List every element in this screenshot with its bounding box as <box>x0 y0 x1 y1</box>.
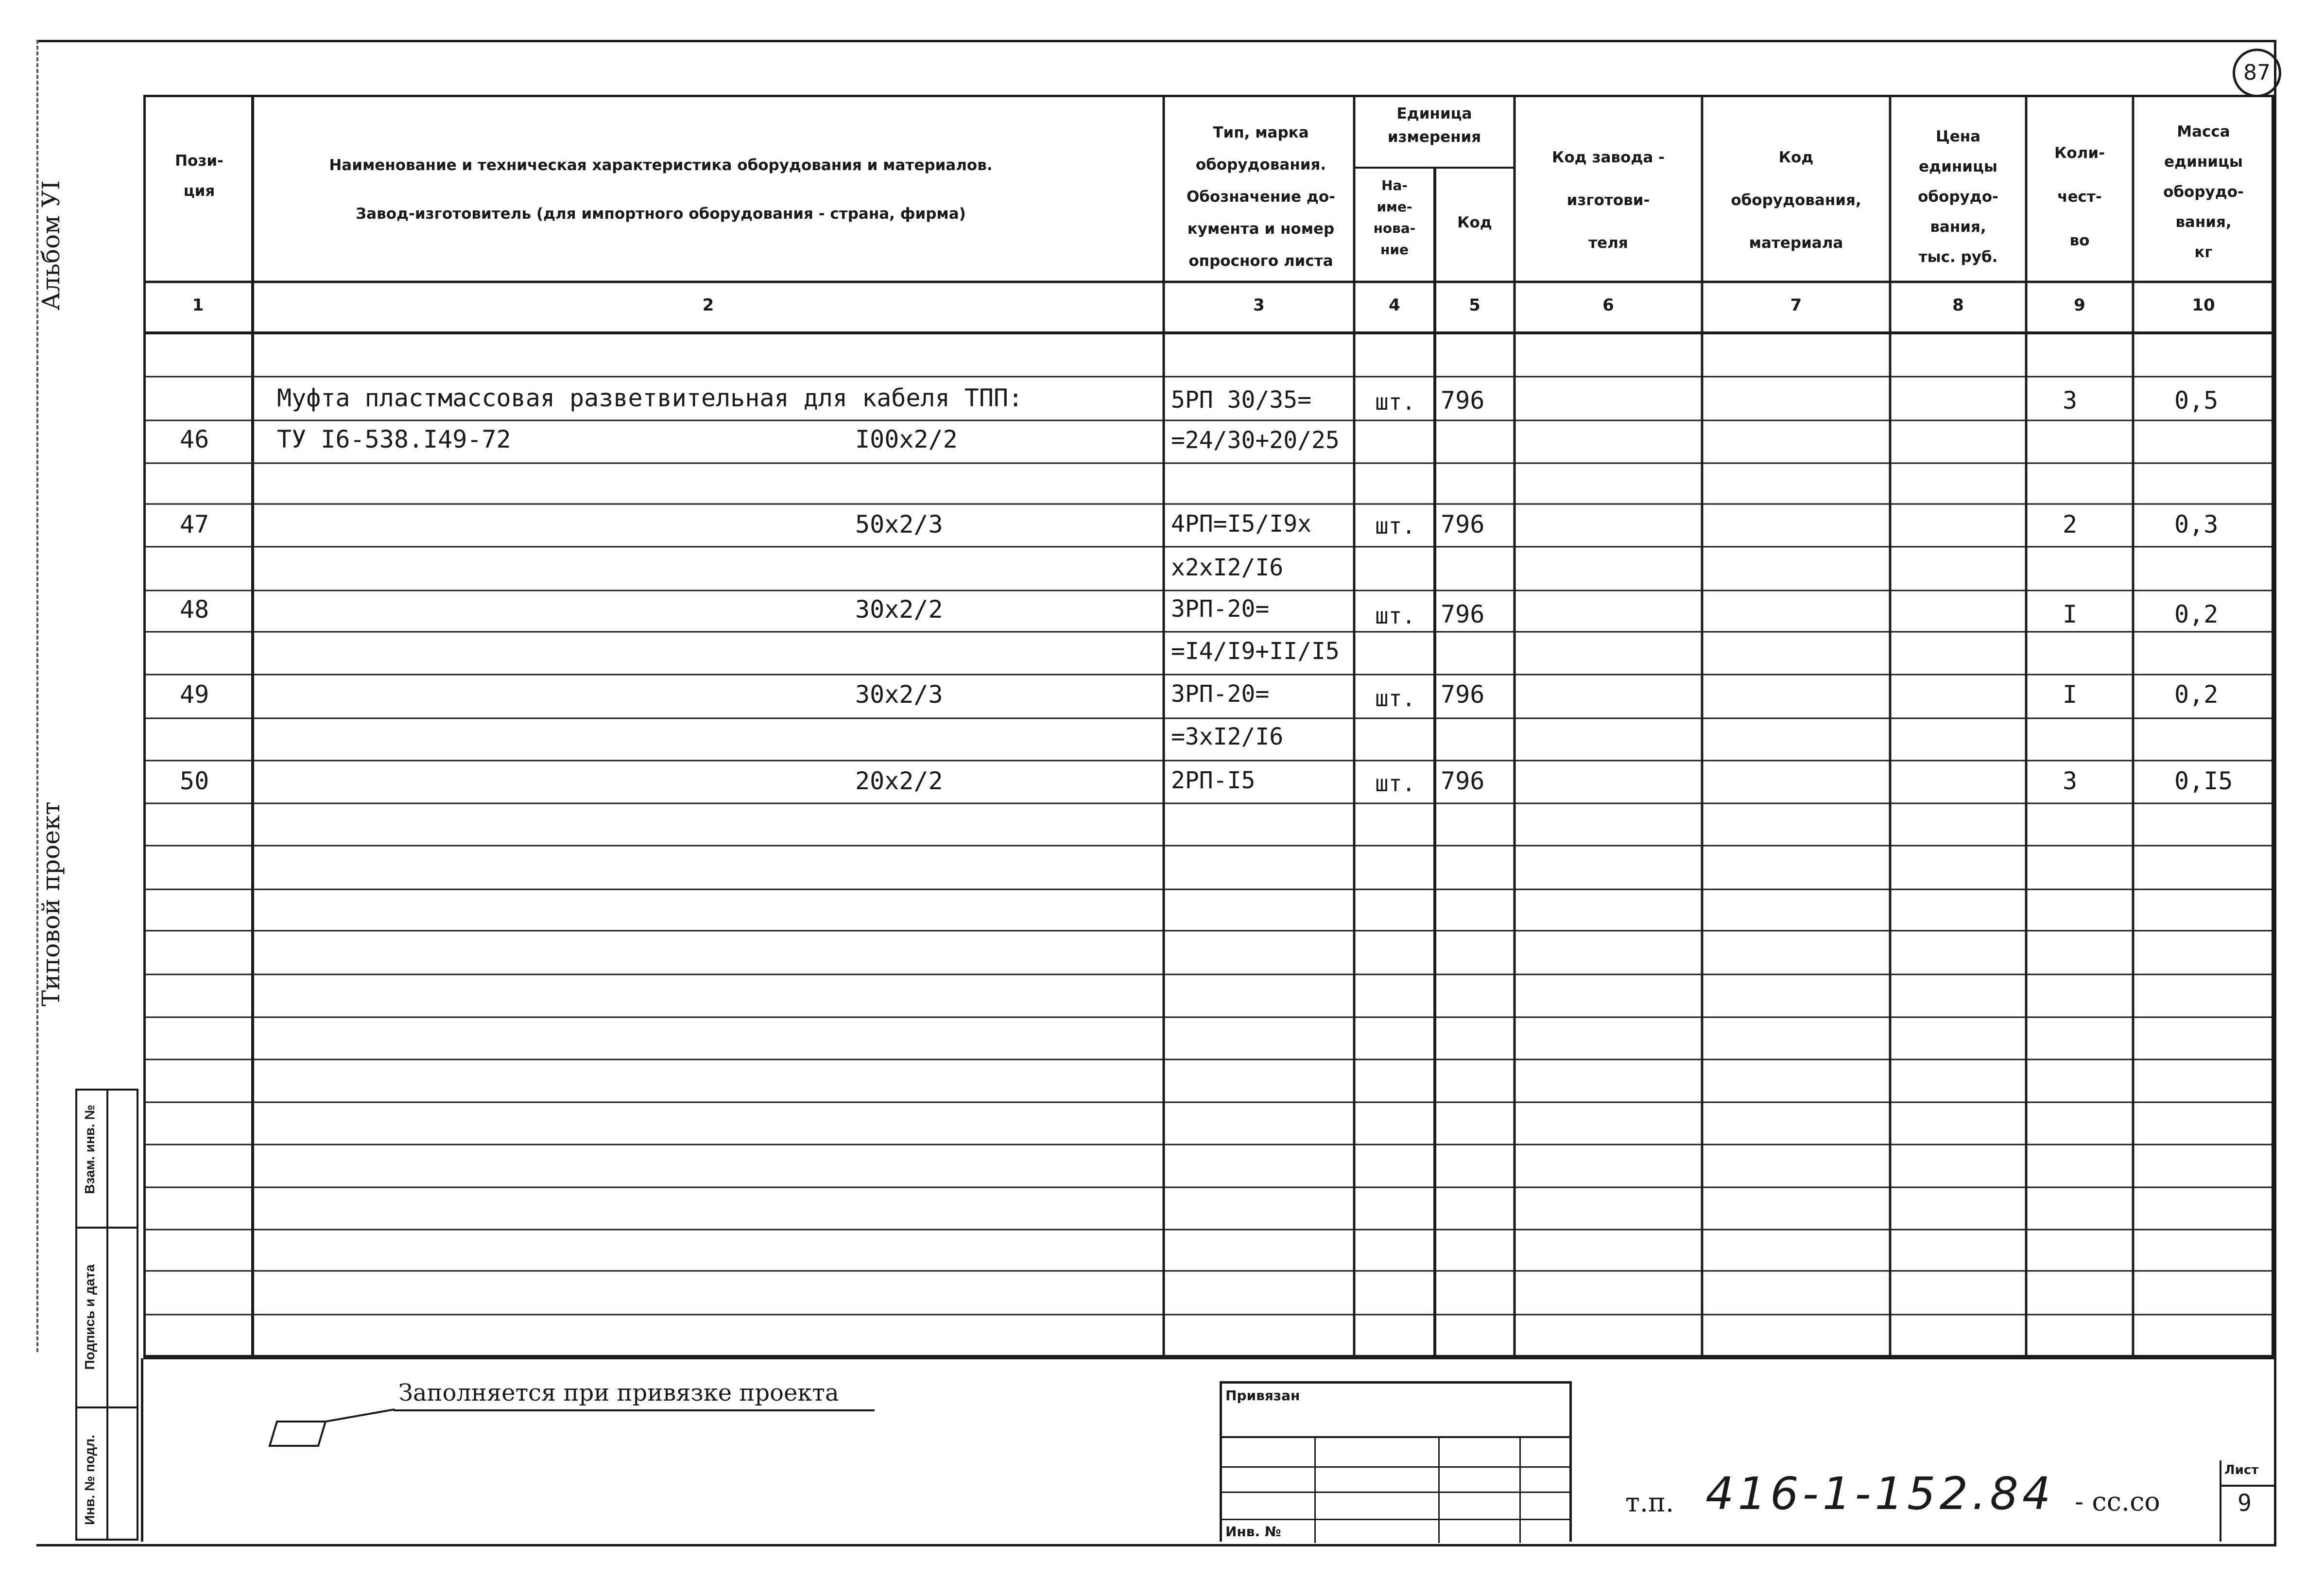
binding-stamp <box>1220 1381 1572 1542</box>
row50-size: 20x2/2 <box>855 767 943 795</box>
row47-position: 47 <box>180 510 209 538</box>
row49-type-line1: 3РП-20= <box>1171 680 1270 708</box>
row49-unit: шт. <box>1375 685 1416 711</box>
header-equipment-code: Код оборудования, материала <box>1731 149 1861 252</box>
row49-type-line2: =3xI2/I6 <box>1171 723 1284 750</box>
header-mass: Масса единицы оборудо- вания, кг <box>2163 123 2244 261</box>
row49-code: 796 <box>1441 680 1485 709</box>
colnum-7: 7 <box>1790 295 1802 315</box>
colnum-10: 10 <box>2192 295 2215 315</box>
row47-unit: шт. <box>1375 513 1416 539</box>
note-pointer <box>262 1407 398 1451</box>
header-unit-code: Код <box>1457 214 1492 231</box>
row46-qty: 3 <box>2063 386 2078 415</box>
row46-code: 796 <box>1441 386 1485 415</box>
row50-code: 796 <box>1441 767 1485 795</box>
row48-type-line2: =I4/I9+II/I5 <box>1171 638 1340 665</box>
row48-position: 48 <box>180 595 209 624</box>
row46-name: ТУ I6-538.I49-72 <box>277 425 511 453</box>
colnum-1: 1 <box>192 295 204 315</box>
row47-code: 796 <box>1441 510 1485 538</box>
doc-prefix: т.п. <box>1625 1487 1674 1518</box>
sheet-label: Лист <box>2224 1463 2259 1477</box>
row49-qty: I <box>2063 680 2078 709</box>
row48-mass: 0,2 <box>2174 600 2219 628</box>
colnum-3: 3 <box>1253 295 1265 315</box>
row47-size: 50x2/3 <box>855 510 943 538</box>
header-unit: Единица измерения <box>1387 105 1481 146</box>
doc-suffix: - сс.со <box>2075 1486 2160 1517</box>
colnum-8: 8 <box>1952 295 1964 315</box>
row46-type-line2: =24/30+20/25 <box>1171 427 1340 454</box>
stamp-inv-original: Инв. № подл. <box>82 1435 97 1525</box>
header-price: Цена единицы оборудо- вания, тыс. руб. <box>1918 128 1998 266</box>
row49-position: 49 <box>180 680 209 709</box>
sheet-number: 9 <box>2238 1490 2252 1517</box>
row50-position: 50 <box>180 767 209 795</box>
header-name: Наименование и техническая характеристика оборудования и материалов. Завод-изготовитель (для импортного оборудования - страна, фирма) <box>329 156 993 223</box>
header-quantity: Коли- чест- во <box>2054 144 2105 249</box>
row48-size: 30x2/2 <box>855 595 943 624</box>
stamp-replace-inv: Взам. инв. № <box>82 1105 97 1194</box>
colnum-9: 9 <box>2074 295 2085 315</box>
group-title: Муфта пластмассовая разветвительная для кабеля ТПП: <box>277 384 1023 412</box>
note-underline <box>394 1409 875 1411</box>
header-position: Пози- ция <box>175 152 224 200</box>
row50-type-line1: 2РП-I5 <box>1171 767 1256 794</box>
inv-label: Инв. № <box>1225 1524 1281 1540</box>
binding-note: Заполняется при привязке проекта <box>398 1379 839 1406</box>
row47-mass: 0,3 <box>2174 510 2219 538</box>
sheet-mark: 87 <box>2233 49 2281 97</box>
header-unit-name: На- име- нова- ние <box>1373 177 1416 258</box>
row49-mass: 0,2 <box>2174 680 2219 709</box>
colnum-2: 2 <box>702 295 714 315</box>
row48-type-line1: 3РП-20= <box>1171 595 1270 623</box>
colnum-6: 6 <box>1602 295 1614 315</box>
row46-mass: 0,5 <box>2174 386 2219 415</box>
doc-number: 416-1-152.84 <box>1705 1468 2055 1520</box>
bound-label: Привязан <box>1225 1388 1300 1404</box>
project-label: Типовой проект <box>37 801 65 1006</box>
row46-type-line1: 5РП 30/35= <box>1171 386 1311 414</box>
stamp-signature-date: Подпись и дата <box>82 1264 97 1370</box>
row50-unit: шт. <box>1375 770 1416 797</box>
row47-type-line2: x2xI2/I6 <box>1171 554 1284 581</box>
album-label: Альбом УI <box>37 180 65 311</box>
row48-code: 796 <box>1441 600 1485 628</box>
row47-qty: 2 <box>2063 510 2078 538</box>
row46-position: 46 <box>180 425 209 453</box>
row49-size: 30x2/3 <box>855 680 943 709</box>
colnum-4: 4 <box>1389 295 1400 315</box>
row47-type-line1: 4РП=I5/I9x <box>1171 510 1311 538</box>
row46-unit: шт. <box>1375 389 1416 415</box>
row46-size: I00x2/2 <box>855 425 958 453</box>
row50-qty: 3 <box>2063 767 2078 795</box>
header-plant-code: Код завода - изготови- теля <box>1552 149 1665 252</box>
row48-unit: шт. <box>1375 603 1416 629</box>
header-type: Тип, марка оборудования. Обозначение до- кумента и номер опросного листа <box>1186 124 1336 270</box>
row48-qty: I <box>2063 600 2078 628</box>
row50-mass: 0,I5 <box>2174 767 2233 795</box>
colnum-5: 5 <box>1469 295 1480 315</box>
